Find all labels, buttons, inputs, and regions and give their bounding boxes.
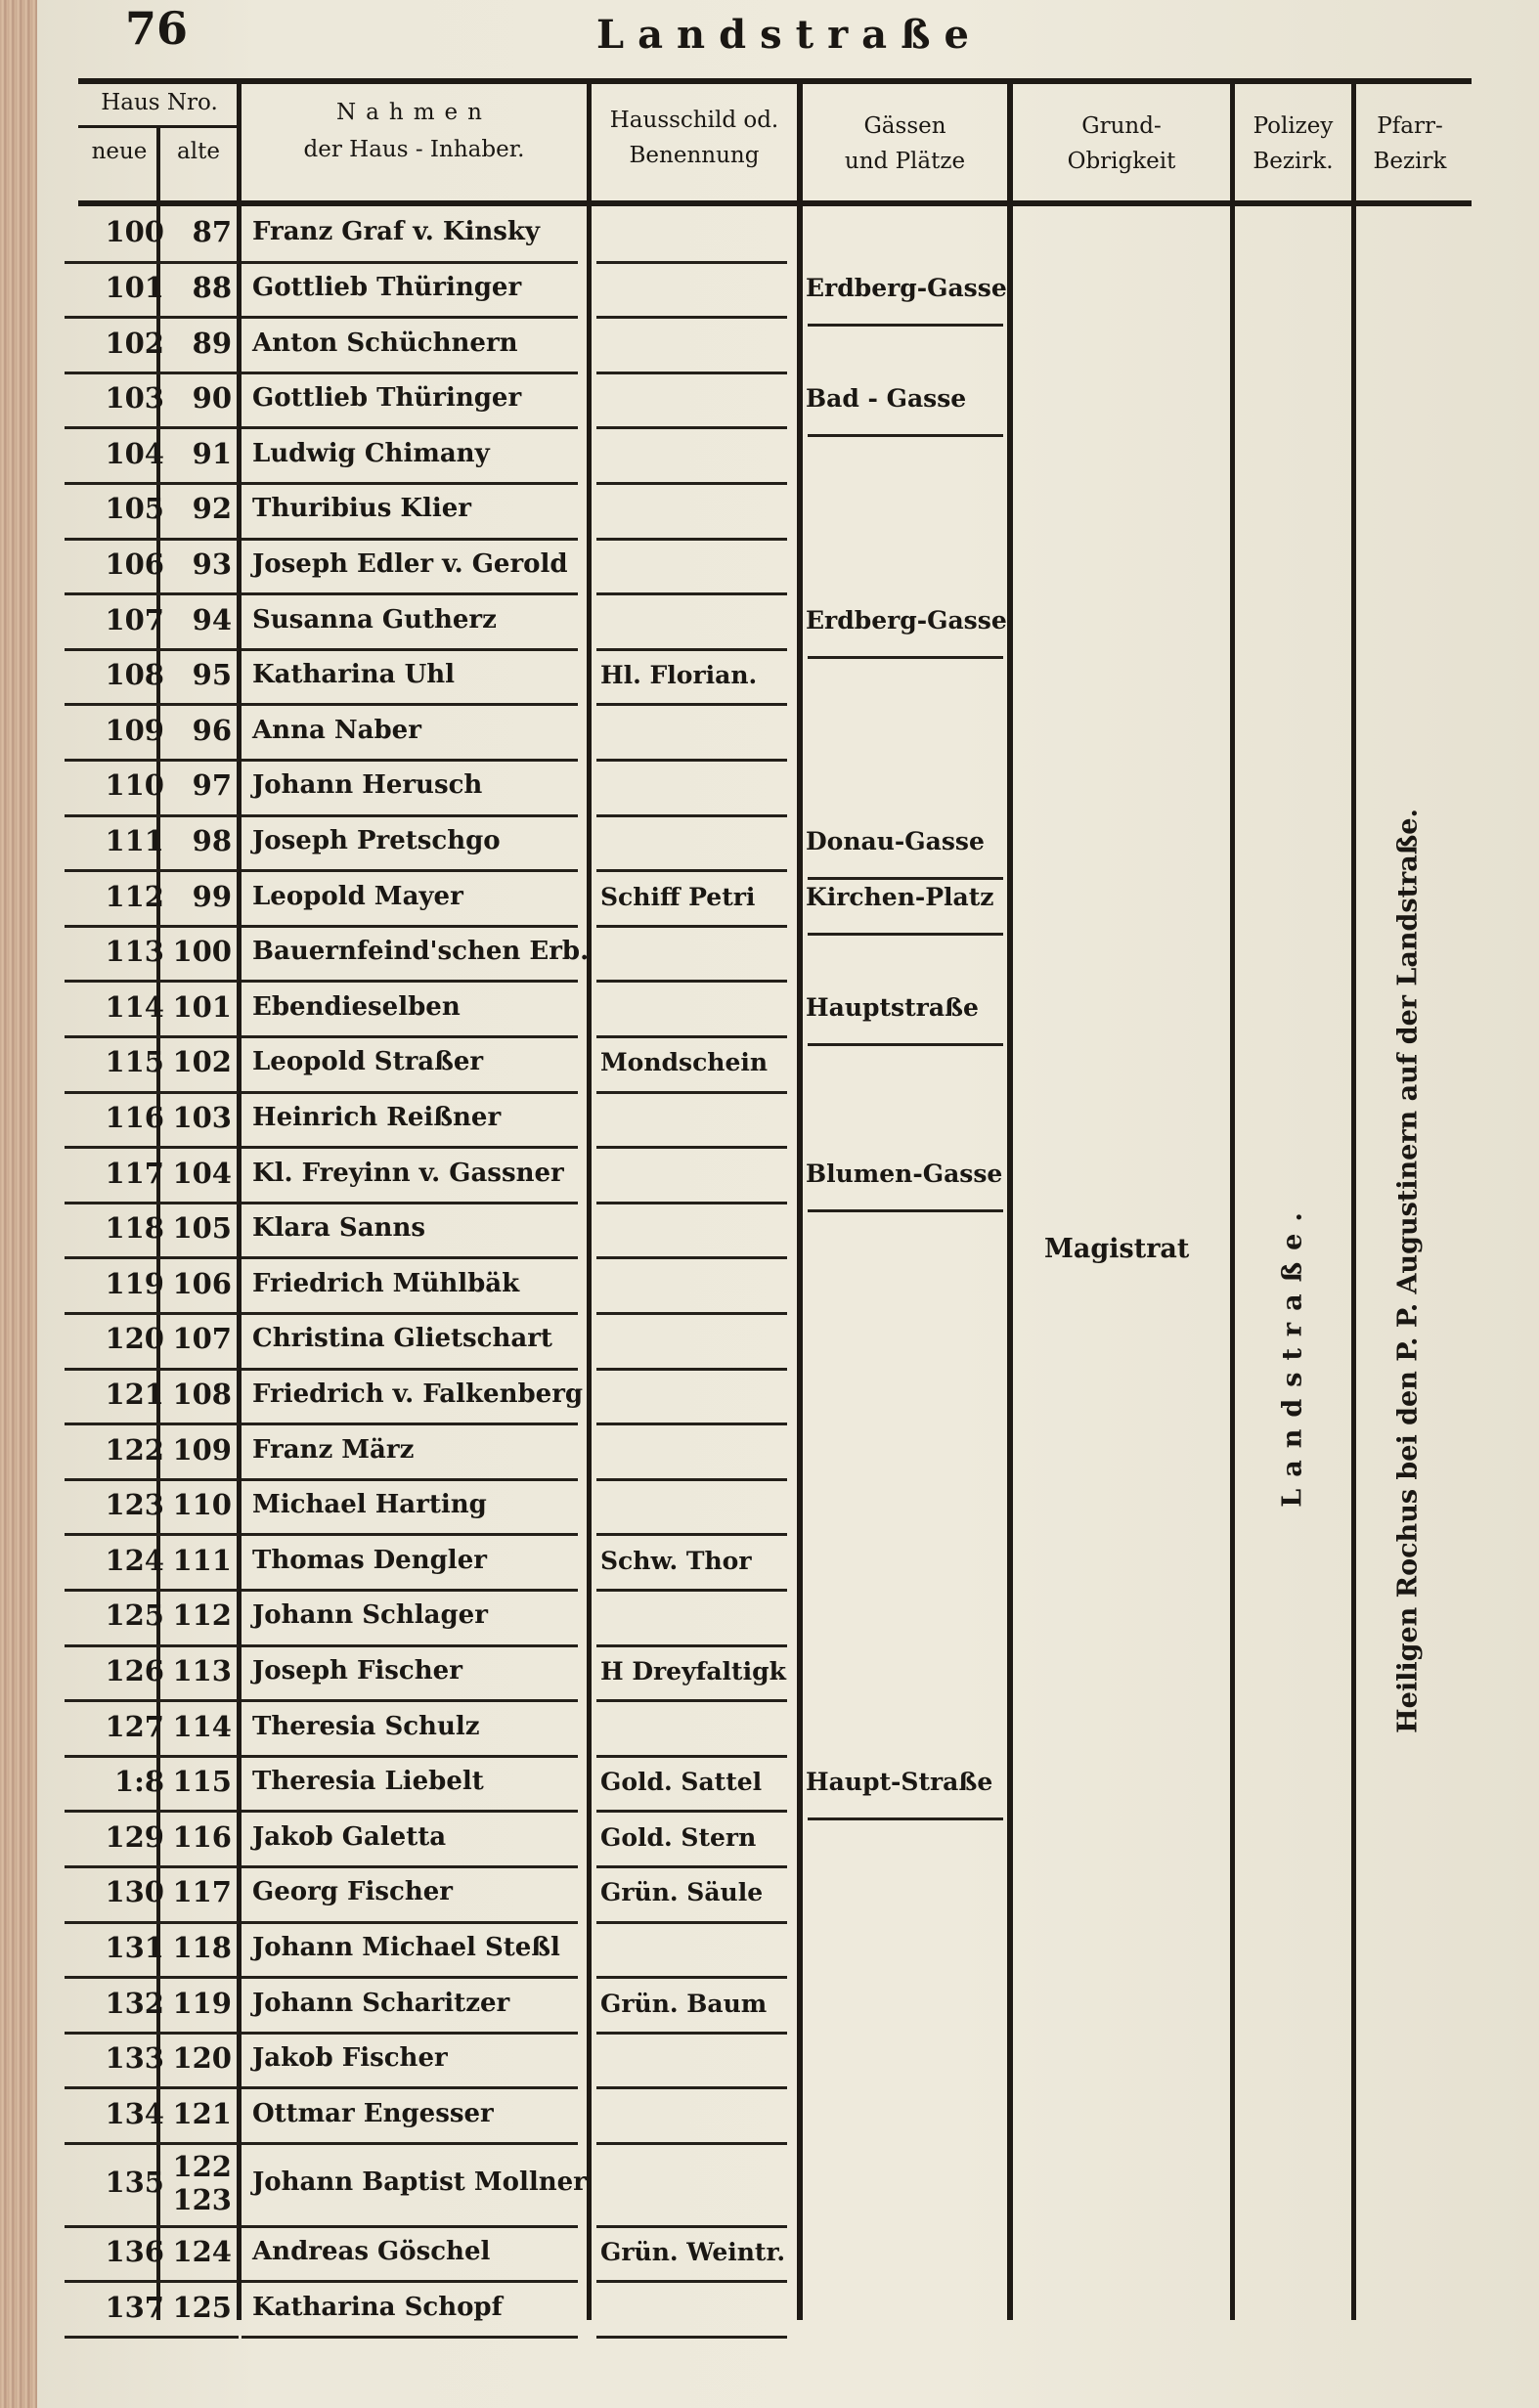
owner-name: Joseph Pretschgo	[252, 825, 501, 855]
row-rule-name	[242, 426, 578, 429]
row-rule-name	[242, 1091, 578, 1094]
house-number-old: 114	[172, 1709, 232, 1743]
street-rule	[808, 933, 1003, 936]
row-rule-name	[242, 814, 578, 817]
house-number-old: 103	[172, 1100, 232, 1134]
house-number-old: 115	[172, 1765, 232, 1799]
row-rule-numbers	[65, 1976, 239, 1979]
column-divider-grund-polizey	[1230, 82, 1235, 2320]
house-number-new: 103	[105, 381, 164, 416]
owner-name: Franz März	[252, 1434, 415, 1465]
owner-name: Michael Harting	[252, 1490, 487, 1520]
house-number-old: 99	[192, 879, 232, 913]
row-rule-numbers	[65, 1478, 239, 1481]
row-rule-numbers	[65, 1368, 239, 1371]
owner-name: Johann Scharitzer	[252, 1988, 510, 2018]
row-rule-numbers	[65, 1146, 239, 1149]
row-rule-sign	[596, 2336, 787, 2339]
row-rule-name	[242, 592, 578, 595]
column-divider-name-sign	[587, 82, 592, 2320]
owner-name: Joseph Fischer	[252, 1655, 462, 1686]
header-nahmen: Nahmen	[336, 100, 492, 125]
street-name: Erdberg-Gasse	[806, 605, 1007, 635]
row-rule-numbers	[65, 1035, 239, 1038]
owner-name: Ebendieselben	[252, 991, 461, 1022]
house-number-old: 106	[172, 1266, 232, 1300]
row-rule-sign	[596, 261, 787, 264]
row-rule-numbers	[65, 1423, 239, 1425]
house-number-new: 107	[105, 602, 164, 636]
row-rule-sign	[596, 592, 787, 595]
house-number-old: 98	[192, 823, 232, 857]
owner-name: Johann Michael Steßl	[252, 1932, 560, 1962]
header-hausschild: Hausschild od.	[609, 108, 779, 133]
row-rule-numbers	[65, 1256, 239, 1259]
row-rule-sign	[596, 1035, 787, 1038]
row-rule-name	[242, 1423, 578, 1425]
header-obrigkeit: Obrigkeit	[1067, 149, 1176, 174]
row-rule-numbers	[65, 648, 239, 651]
row-rule-name	[242, 925, 578, 928]
street-rule	[808, 1043, 1003, 1046]
row-rule-name	[242, 1976, 578, 1979]
owner-name: Andreas Göschel	[252, 2236, 491, 2266]
owner-name: Katharina Uhl	[252, 660, 456, 690]
row-rule-name	[242, 759, 578, 762]
row-rule-numbers	[65, 261, 239, 264]
row-rule-sign	[596, 648, 787, 651]
house-number-new: 123	[105, 1488, 164, 1522]
house-number-new: 117	[105, 1156, 164, 1190]
header-alte: alte	[177, 139, 220, 164]
row-rule-sign	[596, 2032, 787, 2035]
row-rule-sign	[596, 980, 787, 983]
house-number-new: 122	[105, 1432, 164, 1467]
page-title: Landstraße	[596, 12, 983, 58]
owner-name: Theresia Schulz	[252, 1711, 480, 1741]
row-rule-name	[242, 648, 578, 651]
row-rule-name	[242, 1202, 578, 1204]
row-rule-numbers	[65, 2032, 239, 2035]
header-grund: Grund-	[1081, 113, 1162, 139]
house-number-new: 119	[105, 1266, 164, 1300]
row-rule-sign	[596, 426, 787, 429]
house-number-new: 109	[105, 713, 164, 747]
house-sign: Grün. Säule	[600, 1878, 764, 1907]
row-rule-name	[242, 703, 578, 706]
row-rule-name	[242, 1533, 578, 1536]
owner-name: Bauernfeind'schen Erb.	[252, 937, 590, 967]
header-polizey-bezirk: Bezirk.	[1253, 149, 1334, 174]
house-number-old: 121	[172, 2096, 232, 2130]
row-rule-sign	[596, 1699, 787, 1702]
owner-name: Joseph Edler v. Gerold	[252, 548, 568, 579]
house-number-new: 102	[105, 326, 164, 360]
row-rule-numbers	[65, 1644, 239, 1647]
owner-name: Jakob Galetta	[252, 1821, 447, 1852]
header-bottom-rule	[78, 200, 1472, 206]
row-rule-sign	[596, 1644, 787, 1647]
row-rule-name	[242, 316, 578, 319]
house-number-new: 127	[105, 1709, 164, 1743]
house-number-old: 111	[172, 1543, 232, 1577]
row-rule-numbers	[65, 1810, 239, 1813]
row-rule-name	[242, 1146, 578, 1149]
owner-name: Gottlieb Thüringer	[252, 383, 522, 414]
house-number-old: 90	[192, 381, 232, 416]
house-number-new: 125	[105, 1598, 164, 1633]
house-number-new: 126	[105, 1653, 164, 1687]
row-rule-numbers	[65, 426, 239, 429]
row-rule-numbers	[65, 1312, 239, 1315]
row-rule-sign	[596, 1755, 787, 1758]
owner-name: Thomas Dengler	[252, 1545, 487, 1575]
house-number-old: 96	[192, 713, 232, 747]
owner-name: Georg Fischer	[252, 1877, 453, 1907]
row-rule-sign	[596, 1368, 787, 1371]
house-sign: Hl. Florian.	[600, 661, 758, 690]
house-number-new: 113	[105, 935, 164, 969]
house-sign: Gold. Sattel	[600, 1768, 763, 1797]
row-rule-sign	[596, 538, 787, 541]
house-number-old: 119	[172, 1986, 232, 2020]
house-number-old: 109	[172, 1432, 232, 1467]
street-rule	[808, 877, 1003, 880]
street-rule	[808, 656, 1003, 659]
house-number-new: 108	[105, 658, 164, 692]
owner-name: Klara Sanns	[252, 1213, 425, 1244]
column-divider-street-grund	[1007, 82, 1013, 2320]
row-rule-numbers	[65, 482, 239, 485]
house-number-old: 87	[192, 215, 232, 249]
row-rule-sign	[596, 1312, 787, 1315]
row-rule-name	[242, 1921, 578, 1924]
row-rule-numbers	[65, 814, 239, 817]
row-rule-name	[242, 869, 578, 872]
street-name: Bad - Gasse	[806, 384, 967, 414]
row-rule-numbers	[65, 759, 239, 762]
row-rule-numbers	[65, 316, 239, 319]
house-number-new: 118	[105, 1211, 164, 1246]
row-rule-numbers	[65, 1755, 239, 1758]
row-rule-name	[242, 2280, 578, 2283]
house-number-new: 104	[105, 436, 164, 470]
row-rule-sign	[596, 759, 787, 762]
house-number-new: 110	[105, 768, 164, 803]
row-rule-sign	[596, 2086, 787, 2089]
row-rule-numbers	[65, 1202, 239, 1204]
header-top-rule	[78, 78, 1472, 84]
house-number-old: 89	[192, 326, 232, 360]
house-number-old: 101	[172, 989, 232, 1024]
house-number-new: 129	[105, 1819, 164, 1854]
house-number-new: 134	[105, 2096, 164, 2130]
house-number-old: 97	[192, 768, 232, 803]
row-rule-sign	[596, 1533, 787, 1536]
row-rule-sign	[596, 1202, 787, 1204]
street-rule	[808, 1209, 1003, 1212]
house-number-new: 101	[105, 270, 164, 304]
row-rule-sign	[596, 1810, 787, 1813]
owner-name: Heinrich Reißner	[252, 1102, 502, 1132]
house-number-old: 95	[192, 658, 232, 692]
house-number-new: 124	[105, 1543, 164, 1577]
row-rule-name	[242, 1589, 578, 1592]
row-rule-sign	[596, 1478, 787, 1481]
house-number-old: 112	[172, 1598, 232, 1633]
header-pfarr-bezirk: Bezirk	[1373, 149, 1447, 174]
house-number-old: 105	[172, 1211, 232, 1246]
house-number-new: 130	[105, 1875, 164, 1909]
house-number-old: 117	[172, 1875, 232, 1909]
house-sign: H Dreyfaltigk	[600, 1656, 786, 1686]
house-number-old: 124	[172, 2234, 232, 2268]
house-number-old: 125	[172, 2290, 232, 2324]
row-rule-sign	[596, 1146, 787, 1149]
owner-name: Leopold Straßer	[252, 1047, 484, 1077]
row-rule-numbers	[65, 2142, 239, 2145]
row-rule-numbers	[65, 980, 239, 983]
owner-name: Friedrich Mühlbäk	[252, 1268, 520, 1298]
house-number-new: 131	[105, 1930, 164, 1964]
house-sign: Schw. Thor	[600, 1546, 752, 1575]
row-rule-numbers	[65, 1699, 239, 1702]
row-rule-numbers	[65, 925, 239, 928]
house-number-old: 93	[192, 547, 232, 581]
house-number-new: 136	[105, 2234, 164, 2268]
house-number-new: 116	[105, 1100, 164, 1134]
owner-name: Franz Graf v. Kinsky	[252, 217, 540, 247]
house-number-new: 100	[105, 215, 164, 249]
header-plaetze: und Plätze	[844, 149, 966, 174]
page-number: 76	[125, 2, 189, 55]
house-number-new: 121	[105, 1377, 164, 1411]
street-name: Blumen-Gasse	[806, 1159, 1003, 1188]
house-number-new: 115	[105, 1045, 164, 1079]
house-number-old: 108	[172, 1377, 232, 1411]
row-rule-sign	[596, 1921, 787, 1924]
row-rule-name	[242, 1699, 578, 1702]
row-rule-numbers	[65, 1091, 239, 1094]
header-polizey: Polizey	[1253, 113, 1334, 139]
row-rule-sign	[596, 1589, 787, 1592]
owner-name: Leopold Mayer	[252, 881, 463, 911]
row-rule-sign	[596, 1091, 787, 1094]
row-rule-sign	[596, 2225, 787, 2228]
row-rule-sign	[596, 372, 787, 374]
street-rule	[808, 1817, 1003, 1820]
owner-name: Johann Baptist Mollner	[252, 2167, 587, 2198]
row-rule-sign	[596, 316, 787, 319]
house-number-old: 116	[172, 1819, 232, 1854]
house-number-old: 102	[172, 1045, 232, 1079]
header-benennung: Benennung	[629, 143, 760, 168]
street-name: Kirchen-Platz	[806, 882, 994, 911]
owner-name: Jakob Fischer	[252, 2043, 448, 2074]
street-name: Hauptstraße	[806, 992, 979, 1022]
row-rule-sign	[596, 1256, 787, 1259]
house-number-old: 122 123	[172, 2150, 232, 2216]
row-rule-name	[242, 2032, 578, 2035]
row-rule-sign	[596, 1423, 787, 1425]
house-sign: Grün. Weintr.	[600, 2237, 786, 2266]
owner-name: Friedrich v. Falkenberg	[252, 1379, 584, 1409]
grund-obrigkeit: Magistrat	[1044, 1234, 1190, 1264]
pfarr-bezirk-vertical: Heiligen Rochus bei den P. P. Augustinern auf der Landstraße.	[1392, 809, 1424, 1733]
row-rule-numbers	[65, 2225, 239, 2228]
row-rule-name	[242, 482, 578, 485]
row-rule-numbers	[65, 703, 239, 706]
house-number-old: 100	[172, 935, 232, 969]
row-rule-name	[242, 2336, 578, 2339]
owner-name: Susanna Gutherz	[252, 604, 497, 635]
row-rule-numbers	[65, 2086, 239, 2089]
row-rule-name	[242, 1312, 578, 1315]
owner-name: Gottlieb Thüringer	[252, 272, 522, 302]
row-rule-sign	[596, 814, 787, 817]
house-number-new: 1:8	[113, 1765, 164, 1799]
owner-name: Ludwig Chimany	[252, 438, 490, 468]
street-name: Erdberg-Gasse	[806, 273, 1007, 302]
row-rule-numbers	[65, 1533, 239, 1536]
row-rule-sign	[596, 2280, 787, 2283]
house-number-new: 137	[105, 2290, 164, 2324]
row-rule-numbers	[65, 2280, 239, 2283]
owner-name: Anna Naber	[252, 715, 421, 745]
row-rule-sign	[596, 2142, 787, 2145]
house-sign: Schiff Petri	[600, 882, 756, 911]
row-rule-name	[242, 372, 578, 374]
house-number-old: 120	[172, 2041, 232, 2076]
header-neue: neue	[91, 139, 148, 164]
row-rule-sign	[596, 482, 787, 485]
polizey-bezirk-vertical: Landstraße.	[1277, 1201, 1308, 1508]
row-rule-name	[242, 1865, 578, 1868]
row-rule-numbers	[65, 1865, 239, 1868]
street-rule	[808, 324, 1003, 327]
owner-name: Johann Herusch	[252, 770, 483, 801]
owner-name: Katharina Schopf	[252, 2292, 503, 2322]
header-pfarr: Pfarr-	[1377, 113, 1443, 139]
street-name: Haupt-Straße	[806, 1768, 993, 1797]
row-rule-numbers	[65, 372, 239, 374]
row-rule-name	[242, 1810, 578, 1813]
row-rule-numbers	[65, 1921, 239, 1924]
column-divider-sign-street	[797, 82, 803, 2320]
row-rule-numbers	[65, 869, 239, 872]
house-sign: Gold. Stern	[600, 1822, 757, 1852]
house-number-old: 110	[172, 1488, 232, 1522]
owner-name: Anton Schüchnern	[252, 328, 518, 358]
house-number-old: 107	[172, 1322, 232, 1356]
row-rule-name	[242, 1644, 578, 1647]
house-number-old: 91	[192, 436, 232, 470]
row-rule-name	[242, 2225, 578, 2228]
row-rule-name	[242, 980, 578, 983]
house-number-new: 133	[105, 2041, 164, 2076]
owner-name: Thuribius Klier	[252, 494, 471, 524]
header-gassen: Gässen	[863, 113, 946, 139]
row-rule-numbers	[65, 538, 239, 541]
house-number-new: 105	[105, 492, 164, 526]
row-rule-name	[242, 1478, 578, 1481]
row-rule-name	[242, 2142, 578, 2145]
house-number-old: 94	[192, 602, 232, 636]
column-divider-polizey-pfarr	[1351, 82, 1356, 2320]
row-rule-sign	[596, 925, 787, 928]
row-rule-name	[242, 261, 578, 264]
row-rule-numbers	[65, 592, 239, 595]
row-rule-name	[242, 1256, 578, 1259]
row-rule-name	[242, 1035, 578, 1038]
header-haus-nro: Haus Nro.	[101, 90, 218, 115]
row-rule-sign	[596, 1865, 787, 1868]
house-number-old: 113	[172, 1653, 232, 1687]
row-rule-numbers	[65, 1589, 239, 1592]
house-number-new: 111	[105, 823, 164, 857]
street-name: Donau-Gasse	[806, 826, 985, 855]
owner-name: Theresia Liebelt	[252, 1767, 484, 1797]
owner-name: Ottmar Engesser	[252, 2098, 494, 2128]
street-rule	[808, 434, 1003, 437]
house-number-old: 88	[192, 270, 232, 304]
house-sign: Grün. Baum	[600, 1989, 768, 2018]
row-rule-name	[242, 2086, 578, 2089]
owner-name: Christina Glietschart	[252, 1324, 552, 1354]
house-number-old: 92	[192, 492, 232, 526]
house-number-old: 104	[172, 1156, 232, 1190]
row-rule-name	[242, 1755, 578, 1758]
house-number-new: 135	[105, 2166, 164, 2200]
row-rule-name	[242, 538, 578, 541]
house-number-new: 112	[105, 879, 164, 913]
house-number-new: 120	[105, 1322, 164, 1356]
house-number-new: 106	[105, 547, 164, 581]
house-number-old: 118	[172, 1930, 232, 1964]
house-number-new: 132	[105, 1986, 164, 2020]
row-rule-numbers	[65, 2336, 239, 2339]
row-rule-sign	[596, 869, 787, 872]
house-sign: Mondschein	[600, 1048, 769, 1077]
row-rule-sign	[596, 1976, 787, 1979]
row-rule-sign	[596, 703, 787, 706]
row-rule-name	[242, 1368, 578, 1371]
owner-name: Johann Schlager	[252, 1600, 488, 1631]
header-haus-inhaber: der Haus - Inhaber.	[303, 137, 525, 162]
owner-name: Kl. Freyinn v. Gassner	[252, 1158, 564, 1188]
house-number-new: 114	[105, 989, 164, 1024]
